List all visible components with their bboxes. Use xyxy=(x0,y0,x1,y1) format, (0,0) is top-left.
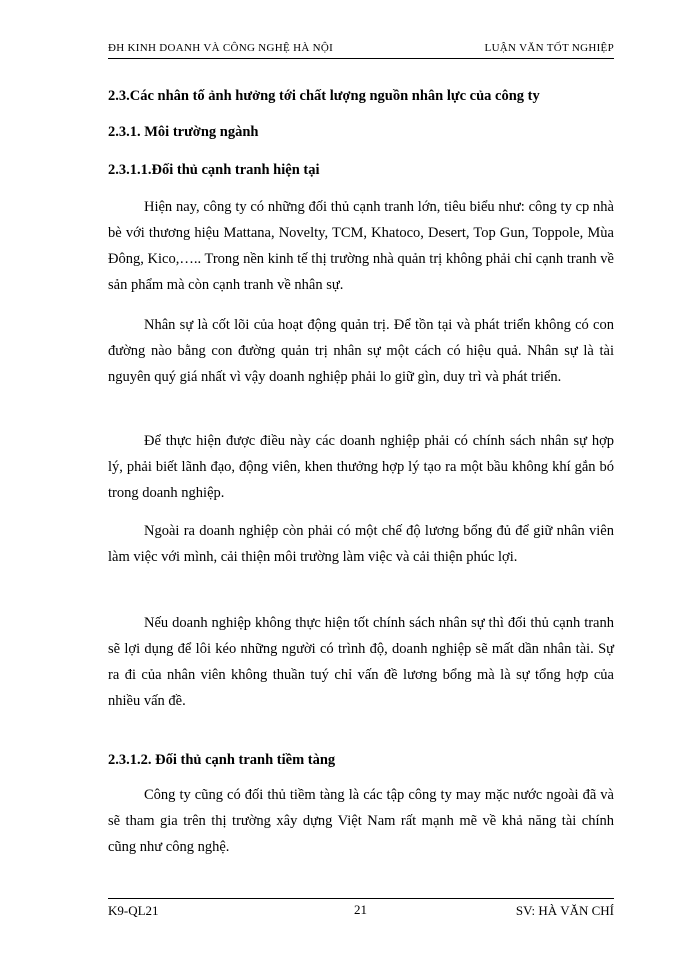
sub2-title: 2.3.1.2. Đối thủ cạnh tranh tiềm tàng xyxy=(108,752,336,768)
paragraph: Nếu doanh nghiệp không thực hiện tốt chính sách nhân sự thì đối thủ cạnh tranh sẽ lợi dụng để lôi kéo những người có trình độ, doanh nghiệp sẽ mất dần nhân tài. Sự ra đi của nhân viên không thuần tuý chỉ vấn đề lương bổng mà là sự tổng hợp của nhiều vấn đề. xyxy=(108,615,614,709)
section-title: 2.3.Các nhân tố ảnh hưởng tới chất lượng nguồn nhân lực của công ty xyxy=(108,88,540,104)
footer-student-name: SV: HÀ VĂN CHÍ xyxy=(515,903,614,918)
sub1-title: 2.3.1.1.Đối thủ cạnh tranh hiện tại xyxy=(108,162,320,178)
page-footer xyxy=(108,898,614,925)
paragraph: Để thực hiện được điều này các doanh nghiệp phải có chính sách nhân sự hợp lý, phải biết lãnh đạo, động viên, khen thưởng hợp lý tạo ra một bầu không khí gắn bó trong doanh nghiệp. xyxy=(108,433,614,501)
paragraph: Công ty cũng có đối thủ tiềm tàng là các tập công ty may mặc nước ngoài đã và sẽ tham gia trên thị trường xây dựng Việt Nam rất mạnh mẽ về khả năng tài chính cũng như công nghệ. xyxy=(108,787,614,855)
subsection-title: 2.3.1. Môi trường ngành xyxy=(108,124,259,140)
header-university: ĐH KINH DOANH VÀ CÔNG NGHỆ HÀ NỘI xyxy=(108,42,334,54)
page-header xyxy=(108,40,614,59)
paragraph: Ngoài ra doanh nghiệp còn phải có một chế độ lương bổng đủ để giữ nhân viên làm việc với mình, cải thiện môi trường làm việc và cải thiện phúc lợi. xyxy=(108,523,614,565)
page-number: 21 xyxy=(354,902,367,917)
paragraph: Hiện nay, công ty có những đối thủ cạnh tranh lớn, tiêu biểu như: công ty cp nhà bè với thương hiệu Mattana, Novelty, TCM, Khatoco, Desert, Top Gun, Toppole, Mùa Đông, Kico,….. Trong nền kinh tế thị trường nhà quản trị không phải chỉ cạnh tranh về sản phẩm mà còn cạnh tranh về nhân sự. xyxy=(108,199,614,293)
footer-class-code: K9-QL21 xyxy=(108,903,159,918)
header-thesis-label: LUẬN VĂN TỐT NGHIỆP xyxy=(484,42,614,54)
paragraph: Nhân sự là cốt lõi của hoạt động quản trị. Để tồn tại và phát triển không có con đường nào bằng con đường quản trị nhân sự một cách có hiệu quả. Nhân sự là tài nguyên quý giá nhất vì vậy doanh nghiệp phải lo giữ gìn, duy trì và phát triển. xyxy=(108,317,614,385)
